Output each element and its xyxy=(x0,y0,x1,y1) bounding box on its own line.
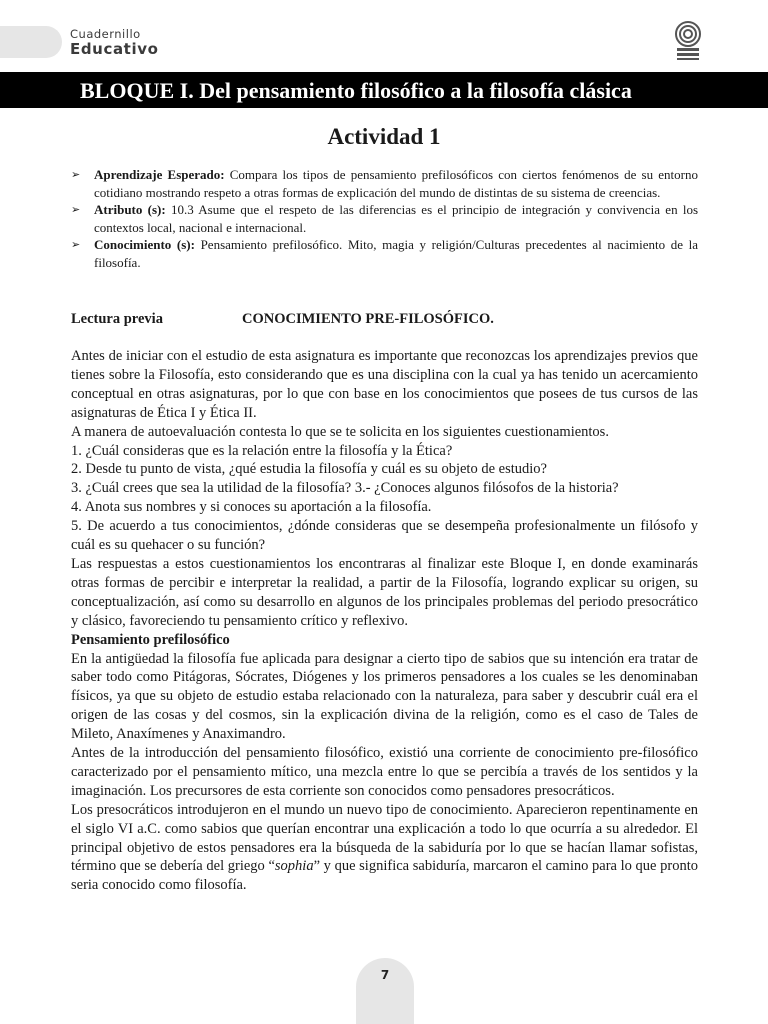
objective-label: Atributo (s): xyxy=(94,202,166,217)
brand-bottom-text: Educativo xyxy=(70,40,159,58)
objective-text: 10.3 Asume que el respeto de las diferencias es el principio de integración y convivencia en los contextos local, nacional e internacional. xyxy=(94,202,699,235)
question-item: 2. Desde tu punto de vista, ¿qué estudia la filosofía y cuál es su objeto de estudio? xyxy=(71,461,547,478)
objective-text: Compara los tipos de pensamiento prefilosóficos con ciertos fenómenos de su entorno cotidiano mostrando respeto a otras formas de explicación del mundo de distintas de su sistema de creencias. xyxy=(94,167,698,200)
sophia-term: sophia xyxy=(274,858,314,875)
presocratics-text-b: ” y que significa sabiduría, marcaron el camino para lo que pronto seria conocido como filosofía. xyxy=(71,858,698,894)
brand-top-text: Cuadernillo xyxy=(70,27,141,41)
question-item: 5. De acuerdo a tus conocimientos, ¿dónde consideras que se desempeña profesionalmente un filósofo y cuál es su quehacer o su función? xyxy=(71,518,698,554)
objectives-list xyxy=(71,166,698,271)
section-subheading: Pensamiento prefilosófico xyxy=(71,631,230,648)
arrow-bullet-icon: ➢ xyxy=(71,203,81,216)
activity-title: Actividad 1 xyxy=(327,124,441,149)
presocratics-text-a: Los presocráticos introdujeron en el mundo un nuevo tipo de conocimiento. Aparecieron repentinamente en el siglo VI a.C. como sabios que querían encontrar una explicación a todo lo que ocurría a su alrededor. El principal objetivo de estos pensadores era la búsqueda de la sabiduría por lo que se hacían llamar sofistas, término que se debería del griego “ xyxy=(71,801,698,875)
block-banner-title: BLOQUE I. Del pensamiento filosófico a la filosofía clásica xyxy=(80,78,632,103)
antiquity-paragraph: En la antigüedad la filosofía fue aplicada para designar a cierto tipo de sabios que su intención era tratar de saber todo como Pitágoras, Sócrates, Diógenes y los primeros pensadores a los cuales se les denominaban físicos, ya que su objeto de estudio estaba relacionado con la naturaleza, para saber y descubrir cuál era el origen de las cosas y del cosmos, sin la explicación divina de la religión, como es el caso de Tales de Mileto, Anaxímenes y Anaximandro. xyxy=(71,650,698,743)
reading-body xyxy=(71,347,698,895)
page-number: 7 xyxy=(380,968,390,982)
objective-label: Aprendizaje Esperado: xyxy=(94,167,225,182)
brand-wordmark xyxy=(70,28,158,58)
arrow-bullet-icon: ➢ xyxy=(71,238,81,251)
objective-text: Pensamiento prefilosófico. Mito, magia y religión/Culturas precedentes al nacimiento de la filosofía. xyxy=(94,237,698,270)
objective-item xyxy=(71,201,698,236)
reading-header xyxy=(71,311,494,328)
header-tab-decoration xyxy=(0,26,62,58)
objective-label: Conocimiento (s): xyxy=(94,237,195,252)
arrow-bullet-icon: ➢ xyxy=(71,168,81,181)
objective-item xyxy=(71,236,698,271)
answers-paragraph: Las respuestas a estos cuestionamientos los encontraras al finalizar este Bloque I, en donde examinarás otras formas de percibir e interpretar la realidad, a partir de la Filosofía, logrando explicar su origen, su conceptualización, así como su desarrollo en algunos de los principales problemas del periodo presocrático y clásico, favoreciendo tu pensamiento crítico y reflexivo. xyxy=(71,555,698,629)
question-item: 1. ¿Cuál consideras que es la relación entre la filosofía y la Ética? xyxy=(71,442,453,459)
intro-paragraph: Antes de iniciar con el estudio de esta asignatura es importante que reconozcas los aprendizajes previos que tienes sobre la Filosofía, esto considerando que es una disciplina con la cual ya has tenido un acercamiento conceptual en otras asignaturas, por lo que con base en los conocimientos que posees de tus cursos de las asignaturas de Ética I y Ética II. xyxy=(71,348,698,421)
reading-label: Lectura previa xyxy=(71,311,163,327)
reading-title: CONOCIMIENTO PRE-FILOSÓFICO. xyxy=(242,311,494,327)
self-evaluation-instruction: A manera de autoevaluación contesta lo que se te solicita en los siguientes cuestionamientos. xyxy=(71,423,609,440)
objective-item xyxy=(71,166,698,201)
spiral-book-logo-icon xyxy=(673,20,703,60)
question-item: 4. Anota sus nombres y si conoces su aportación a la filosofía. xyxy=(71,499,432,516)
prephilosophic-paragraph: Antes de la introducción del pensamiento filosófico, existió una corriente de conocimiento pre-filosófico caracterizado por el pensamiento mítico, una mezcla entre lo que se percibía a través de los sentidos y la imaginación. Los precursores de esta corriente son conocidos como pensadores presocráticos. xyxy=(71,745,698,799)
question-item: 3. ¿Cuál crees que sea la utilidad de la filosofía? 3.- ¿Conoces algunos filósofos de la historia? xyxy=(71,480,619,497)
presocratics-paragraph xyxy=(71,801,698,896)
